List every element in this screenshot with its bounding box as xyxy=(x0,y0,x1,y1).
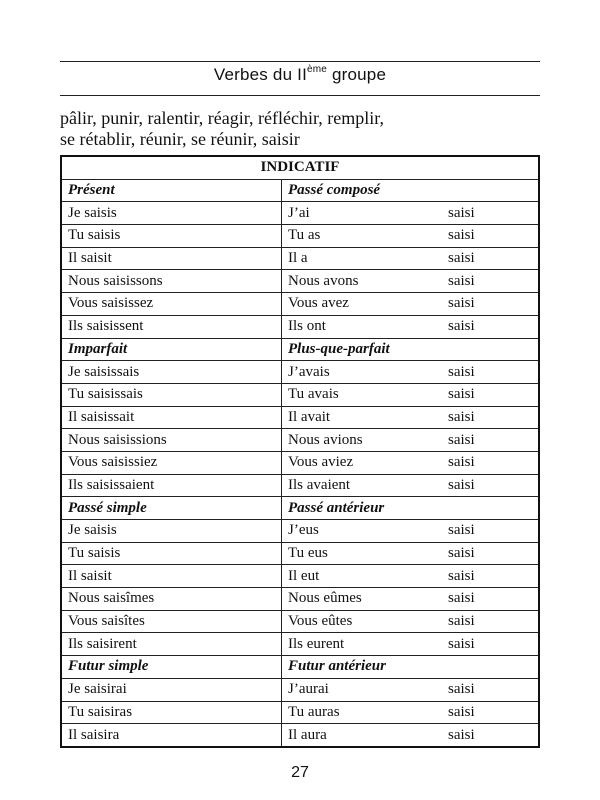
auxiliary-text: Ils ont xyxy=(288,318,326,335)
mood-title: INDICATIF xyxy=(61,156,539,179)
participle-text: saisi xyxy=(448,295,475,312)
compound-form-cell xyxy=(282,202,540,225)
conjugation-body xyxy=(61,179,539,747)
tense-title-right: Passé antérieur xyxy=(282,497,540,520)
participle-text: saisi xyxy=(448,635,475,652)
compound-form-cell xyxy=(282,293,540,316)
tense-title-left: Présent xyxy=(61,179,282,202)
section-header-row xyxy=(61,656,539,679)
table-row xyxy=(61,383,539,406)
simple-form-cell: Tu saisis xyxy=(61,542,282,565)
auxiliary-text: Il aura xyxy=(288,726,327,743)
header-rule-bottom xyxy=(60,95,540,96)
table-row xyxy=(61,701,539,724)
participle-text: saisi xyxy=(448,363,475,380)
compound-form-cell xyxy=(282,565,540,588)
table-row xyxy=(61,678,539,701)
compound-form-cell xyxy=(282,610,540,633)
simple-form-cell: Ils saisissaient xyxy=(61,474,282,497)
auxiliary-text: J’avais xyxy=(288,363,330,380)
simple-form-cell: Vous saisissez xyxy=(61,293,282,316)
simple-form-cell: Tu saisis xyxy=(61,225,282,248)
participle-text: saisi xyxy=(448,726,475,743)
auxiliary-text: Tu eus xyxy=(288,545,328,562)
table-row xyxy=(61,633,539,656)
section-header-row xyxy=(61,179,539,202)
section-header-row xyxy=(61,338,539,361)
simple-form-cell: Nous saisîmes xyxy=(61,588,282,611)
page-number: 27 xyxy=(291,764,309,781)
participle-text: saisi xyxy=(448,567,475,584)
participle-text: saisi xyxy=(448,204,475,221)
table-row xyxy=(61,202,539,225)
table-row xyxy=(61,724,539,747)
participle-text: saisi xyxy=(448,250,475,267)
table-row xyxy=(61,429,539,452)
compound-form-cell xyxy=(282,383,540,406)
table-row xyxy=(61,542,539,565)
auxiliary-text: Ils avaient xyxy=(288,476,351,493)
table-row xyxy=(61,270,539,293)
participle-text: saisi xyxy=(448,431,475,448)
simple-form-cell: Je saisissais xyxy=(61,361,282,384)
simple-form-cell: Ils saisirent xyxy=(61,633,282,656)
conjugation-table xyxy=(60,155,540,748)
simple-form-cell: Je saisis xyxy=(61,520,282,543)
compound-form-cell xyxy=(282,520,540,543)
simple-form-cell: Vous saisîtes xyxy=(61,610,282,633)
auxiliary-text: Vous avez xyxy=(288,295,349,312)
running-header xyxy=(60,65,540,85)
participle-text: saisi xyxy=(448,476,475,493)
compound-form-cell xyxy=(282,678,540,701)
auxiliary-text: J’eus xyxy=(288,522,319,539)
table-row xyxy=(61,315,539,338)
header-rule-top xyxy=(60,61,540,62)
simple-form-cell: Il saisissait xyxy=(61,406,282,429)
auxiliary-text: Ils eurent xyxy=(288,635,345,652)
compound-form-cell xyxy=(282,429,540,452)
simple-form-cell: Il saisira xyxy=(61,724,282,747)
compound-form-cell xyxy=(282,474,540,497)
auxiliary-text: Vous aviez xyxy=(288,454,354,471)
participle-text: saisi xyxy=(448,386,475,403)
auxiliary-text: J’ai xyxy=(288,204,310,221)
compound-form-cell xyxy=(282,588,540,611)
participle-text: saisi xyxy=(448,613,475,630)
verb-list xyxy=(60,108,550,150)
participle-text: saisi xyxy=(448,454,475,471)
section-header-row xyxy=(61,497,539,520)
header-title-post: groupe xyxy=(327,65,387,84)
auxiliary-text: Tu as xyxy=(288,227,321,244)
participle-text: saisi xyxy=(448,703,475,720)
tense-title-right: Passé composé xyxy=(282,179,540,202)
table-row xyxy=(61,406,539,429)
table-row xyxy=(61,474,539,497)
table-row xyxy=(61,565,539,588)
compound-form-cell xyxy=(282,247,540,270)
auxiliary-text: Il eut xyxy=(288,567,320,584)
compound-form-cell xyxy=(282,724,540,747)
compound-form-cell xyxy=(282,451,540,474)
auxiliary-text: Nous eûmes xyxy=(288,590,362,607)
tense-title-left: Passé simple xyxy=(61,497,282,520)
compound-form-cell xyxy=(282,701,540,724)
participle-text: saisi xyxy=(448,272,475,289)
compound-form-cell xyxy=(282,542,540,565)
participle-text: saisi xyxy=(448,408,475,425)
simple-form-cell: Je saisis xyxy=(61,202,282,225)
header-title-pre: Verbes du II xyxy=(213,65,307,84)
participle-text: saisi xyxy=(448,590,475,607)
participle-text: saisi xyxy=(448,681,475,698)
table-row xyxy=(61,588,539,611)
compound-form-cell xyxy=(282,225,540,248)
verb-list-line-2: se rétablir, réunir, se réunir, saisir xyxy=(60,129,300,149)
table-row xyxy=(61,247,539,270)
auxiliary-text: Tu avais xyxy=(288,386,339,403)
tense-title-right: Futur antérieur xyxy=(282,656,540,679)
simple-form-cell: Je saisirai xyxy=(61,678,282,701)
tense-title-left: Imparfait xyxy=(61,338,282,361)
auxiliary-text: Il avait xyxy=(288,408,331,425)
auxiliary-text: Nous avons xyxy=(288,272,359,289)
compound-form-cell xyxy=(282,315,540,338)
auxiliary-text: Nous avions xyxy=(288,431,363,448)
participle-text: saisi xyxy=(448,318,475,335)
compound-form-cell xyxy=(282,361,540,384)
participle-text: saisi xyxy=(448,227,475,244)
simple-form-cell: Nous saisissons xyxy=(61,270,282,293)
simple-form-cell: Il saisit xyxy=(61,565,282,588)
table-row xyxy=(61,610,539,633)
auxiliary-text: Vous eûtes xyxy=(288,613,353,630)
participle-text: saisi xyxy=(448,545,475,562)
table-row xyxy=(61,293,539,316)
simple-form-cell: Tu saisissais xyxy=(61,383,282,406)
auxiliary-text: J’aurai xyxy=(288,681,329,698)
tense-title-left: Futur simple xyxy=(61,656,282,679)
participle-text: saisi xyxy=(448,522,475,539)
auxiliary-text: Tu auras xyxy=(288,703,340,720)
simple-form-cell: Ils saisissent xyxy=(61,315,282,338)
table-row xyxy=(61,520,539,543)
header-title-sup: ème xyxy=(307,64,328,76)
simple-form-cell: Tu saisiras xyxy=(61,701,282,724)
verb-list-line-1: pâlir, punir, ralentir, réagir, réfléchir, remplir, xyxy=(60,108,385,128)
simple-form-cell: Vous saisissiez xyxy=(61,451,282,474)
compound-form-cell xyxy=(282,633,540,656)
compound-form-cell xyxy=(282,406,540,429)
table-row xyxy=(61,225,539,248)
simple-form-cell: Nous saisissions xyxy=(61,429,282,452)
tense-title-right: Plus-que-parfait xyxy=(282,338,540,361)
simple-form-cell: Il saisit xyxy=(61,247,282,270)
table-row xyxy=(61,361,539,384)
compound-form-cell xyxy=(282,270,540,293)
mood-header-row xyxy=(61,156,539,179)
auxiliary-text: Il a xyxy=(288,250,308,267)
table-row xyxy=(61,451,539,474)
